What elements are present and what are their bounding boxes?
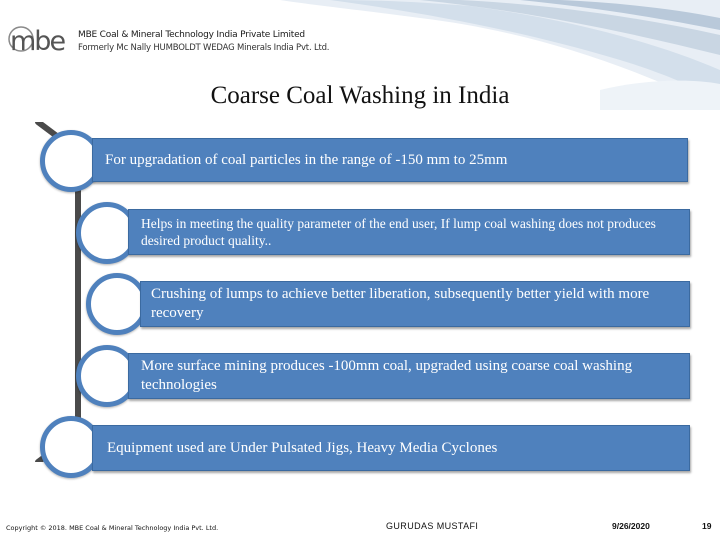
company-formerly-name: Formerly Mc Nally HUMBOLDT WEDAG Minerals India Pvt. Ltd.	[78, 43, 330, 53]
list-item	[128, 209, 690, 255]
mbe-logo	[8, 16, 70, 60]
footer-date: 9/26/2020	[612, 521, 650, 531]
list-item-text: More surface mining produces -100mm coal, upgraded using coarse coal washing technologies	[141, 358, 633, 393]
footer-author: GURUDAS MUSTAFI	[386, 521, 479, 531]
list-item-text: Crushing of lumps to achieve better liberation, subsequently better yield with more recovery	[151, 286, 650, 321]
list-item-text: For upgradation of coal particles in the range of -150 mm to 25mm	[105, 151, 508, 168]
footer-page-number: 19	[702, 521, 712, 531]
list-item	[92, 138, 688, 182]
company-name: MBE Coal & Mineral Technology India Private Limited	[78, 30, 305, 40]
list-marker-circle	[86, 273, 148, 335]
list-item-text: Equipment used are Under Pulsated Jigs, Heavy Media Cyclones	[107, 439, 498, 456]
list-item-text: Helps in meeting the quality parameter of the end user, If lump coal washing does not produces desired product quality..	[141, 216, 656, 248]
list-item	[140, 281, 690, 327]
list-item	[128, 353, 690, 399]
footer-copyright: Copyright © 2018. MBE Coal & Mineral Technology India Pvt. Ltd.	[6, 524, 219, 532]
slide-title: Coarse Coal Washing in India	[210, 82, 510, 109]
list-item	[92, 425, 690, 471]
svg-text:mbe: mbe	[10, 26, 65, 57]
